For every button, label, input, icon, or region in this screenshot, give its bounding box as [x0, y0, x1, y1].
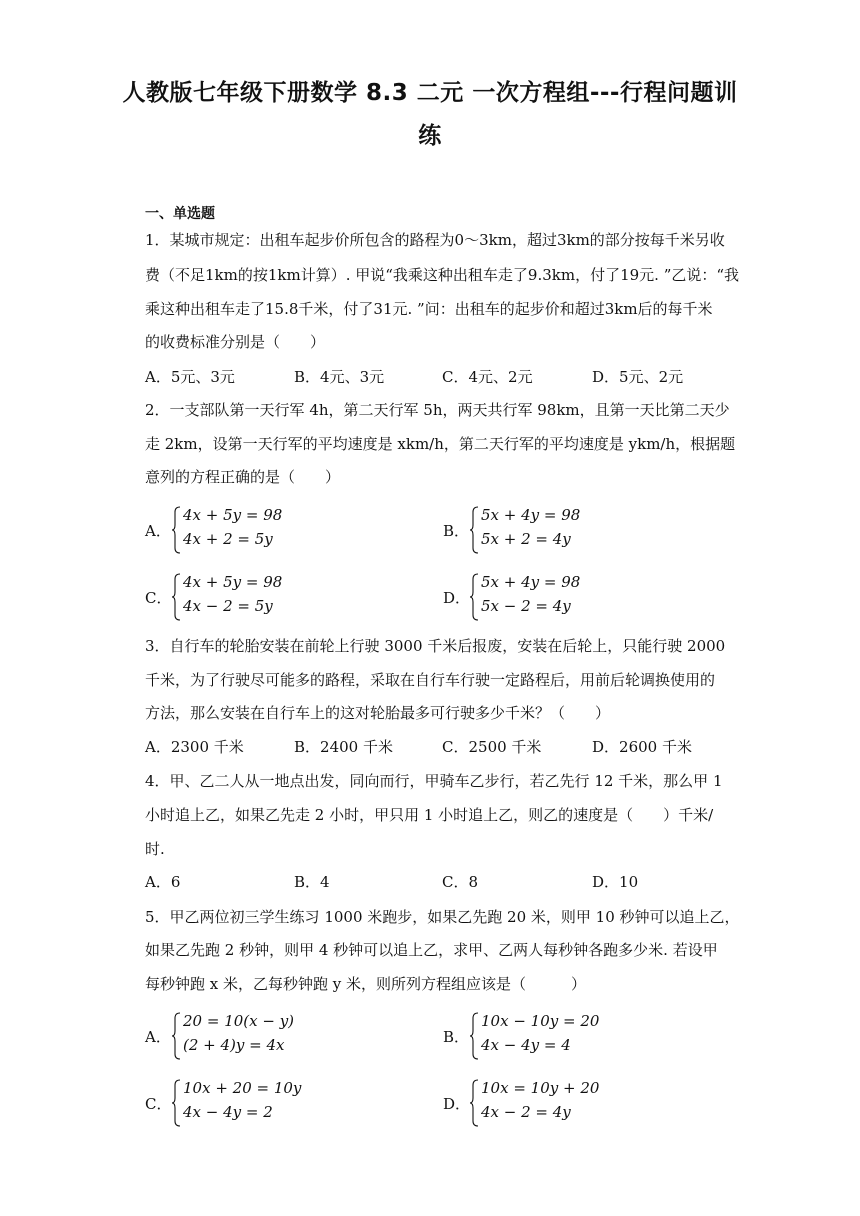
- q5-option-d-label: D．: [443, 1095, 471, 1113]
- q2-option-a-label: A．: [145, 522, 171, 540]
- q3-line-3: 方法，那么安装在自行车上的这对轮胎最多可行驶多少千米？（ ）: [145, 704, 611, 722]
- q1-line-1: 1．某城市规定：出租车起步价所包含的路程为0～3km，超过3km的部分按每千米另收: [145, 231, 725, 249]
- q5-option-b-eq2: 4x − 4y = 4: [481, 1036, 571, 1054]
- q5-option-a-eq2: (2 + 4)y = 4x: [183, 1036, 285, 1054]
- q5-option-a-eq1: 20 = 10(x − y): [183, 1012, 295, 1030]
- q2-option-b-eq2: 5x + 2 = 4y: [481, 530, 571, 548]
- q2-option-d-eq2: 5x − 2 = 4y: [481, 597, 571, 615]
- q3-line-2: 千米，为了行驶尽可能多的路程，采取在自行车行驶一定路程后，用前后轮调换使用的: [145, 671, 716, 689]
- q3-line-1: 3．自行车的轮胎安装在前轮上行驶 3000 千米后报废，安装在后轮上，只能行驶 2000: [145, 637, 726, 655]
- q4-option-d: D．10: [592, 873, 639, 891]
- q5-line-1: 5．甲乙两位初三学生练习 1000 米跑步，如果乙先跑 20 米，则甲 10 秒钟可以追上乙，: [145, 908, 740, 926]
- q1-option-a: A．5元、3元: [145, 368, 235, 386]
- q1-option-c: C．4元、2元: [442, 368, 533, 386]
- q2-option-b-eq1: 5x + 4y = 98: [481, 506, 581, 524]
- q5-option-c-eq2: 4x − 4y = 2: [183, 1103, 273, 1121]
- q2-line-2: 走 2km，设第一天行军的平均速度是 xkm/h，第二天行军的平均速度是 ykm/h，根据题: [145, 435, 736, 453]
- q3-option-a: A．2300 千米: [145, 738, 244, 756]
- q2-option-c-eq1: 4x + 5y = 98: [183, 573, 283, 591]
- q5-option-d-eq1: 10x = 10y + 20: [481, 1079, 600, 1097]
- q2-option-a-eq2: 4x + 2 = 5y: [183, 530, 273, 548]
- brace-icon: [469, 1012, 479, 1060]
- q2-option-d-eq1: 5x + 4y = 98: [481, 573, 581, 591]
- q4-option-a: A．6: [145, 873, 181, 891]
- q5-option-a-label: A．: [145, 1028, 171, 1046]
- q4-line-1: 4．甲、乙二人从一地点出发，同向而行，甲骑车乙步行，若乙先行 12 千米，那么甲 1: [145, 772, 723, 790]
- q4-option-b: B．4: [294, 873, 330, 891]
- page-title-line1: 人教版七年级下册数学 8.3 二元 一次方程组---行程问题训: [122, 80, 738, 106]
- q2-line-3: 意列的方程正确的是（ ）: [145, 468, 341, 486]
- brace-icon: [171, 573, 181, 621]
- q1-line-2: 费（不足1km的按1km计算）. 甲说“我乘这种出租车走了9.3km，付了19元. ”乙说：“我: [145, 266, 740, 284]
- q1-option-d: D．5元、2元: [592, 368, 684, 386]
- brace-icon: [171, 1012, 181, 1060]
- brace-icon: [171, 506, 181, 554]
- section-heading: 一、单选题: [145, 206, 215, 222]
- brace-icon: [171, 1079, 181, 1127]
- q5-option-b-eq1: 10x − 10y = 20: [481, 1012, 600, 1030]
- q5-line-3: 每秒钟跑 x 米，乙每秒钟跑 y 米，则所列方程组应该是（ ）: [145, 975, 587, 993]
- q5-option-d-eq2: 4x − 2 = 4y: [481, 1103, 571, 1121]
- q2-option-c-label: C．: [145, 589, 172, 607]
- q4-line-2: 小时追上乙，如果乙先走 2 小时，甲只用 1 小时追上乙，则乙的速度是（ ）千米/: [145, 806, 714, 824]
- q4-line-3: 时.: [145, 840, 165, 858]
- q3-option-c: C．2500 千米: [442, 738, 542, 756]
- q3-option-b: B．2400 千米: [294, 738, 393, 756]
- q2-option-c-eq2: 4x − 2 = 5y: [183, 597, 273, 615]
- page-title-line2: 练: [418, 123, 442, 149]
- brace-icon: [469, 506, 479, 554]
- q2-line-1: 2．一支部队第一天行军 4h，第二天行军 5h，两天共行军 98km，且第一天比第二天少: [145, 401, 730, 419]
- q2-option-a-eq1: 4x + 5y = 98: [183, 506, 283, 524]
- q1-line-4: 的收费标准分别是（ ）: [145, 333, 326, 351]
- q3-option-d: D．2600 千米: [592, 738, 692, 756]
- brace-icon: [469, 1079, 479, 1127]
- q5-option-c-label: C．: [145, 1095, 172, 1113]
- q4-option-c: C．8: [442, 873, 479, 891]
- q5-option-b-label: B．: [443, 1028, 470, 1046]
- q2-option-d-label: D．: [443, 589, 471, 607]
- q1-option-b: B．4元、3元: [294, 368, 385, 386]
- q5-line-2: 如果乙先跑 2 秒钟，则甲 4 秒钟可以追上乙，求甲、乙两人每秒钟各跑多少米. 若设甲: [145, 941, 718, 959]
- q1-line-3: 乘这种出租车走了15.8千米，付了31元. ”问：出租车的起步价和超过3km后的每千米: [145, 300, 713, 318]
- q5-option-c-eq1: 10x + 20 = 10y: [183, 1079, 302, 1097]
- q2-option-b-label: B．: [443, 522, 470, 540]
- brace-icon: [469, 573, 479, 621]
